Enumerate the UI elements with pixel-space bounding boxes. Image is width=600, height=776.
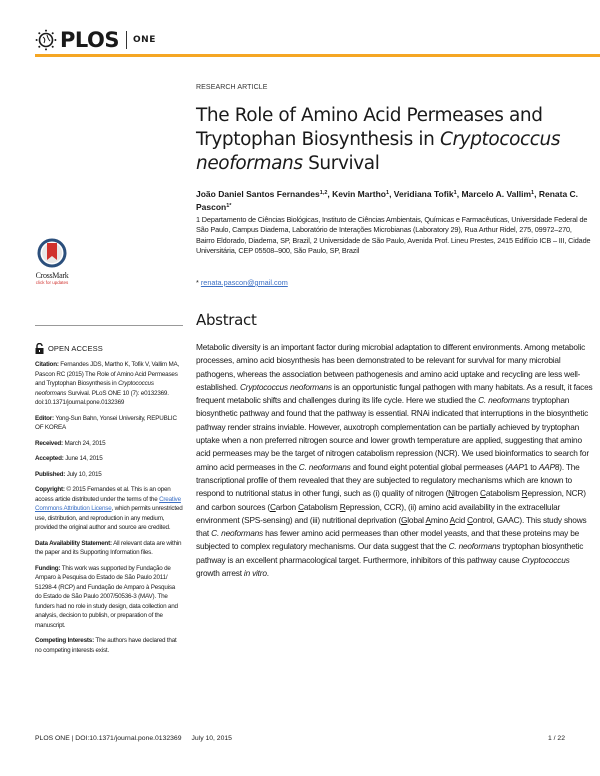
corresponding-email-link[interactable]: renata.pascon@gmail.com — [200, 278, 288, 287]
crossmark-icon — [37, 238, 67, 268]
corresponding-mark: * — [196, 278, 199, 287]
crossmark-label: CrossMark — [35, 271, 69, 280]
author[interactable]: Renata C. Pascon$^{1*}$ — [196, 189, 579, 212]
published-date: Published: July 10, 2015 — [35, 470, 102, 478]
author-list: João Daniel Santos Fernandes$^{1,2}$, Kevin Martho$^1$, Veridiana Tofik$^1$, Marcelo A. Vallim$^1$, Renata C. Pascon$^{1*}$ — [196, 189, 579, 212]
editor-block: Editor: Yong-Sun Bahn, Yonsei University, REPUBLIC OF KOREA — [35, 414, 177, 431]
cc-license-link[interactable]: Creative Commons Attribution License — [35, 495, 181, 512]
author[interactable]: Marcelo A. Vallim$^1$ — [461, 189, 535, 199]
open-access-label: OPEN ACCESS — [48, 343, 103, 353]
open-access-badge — [35, 343, 183, 354]
logo-divider — [126, 31, 127, 49]
funding-block: Funding: This work was supported by Fundação de Amparo à Pesquisa do Estado de São Paulo 2011/ 51298-4 (RCP) and Fundação de Amparo à Pesquisa do Estado de São Paulo 2007/50536-3 (MAV). The funders had no role in study design, data collection and analysis, decision to publish, or preparation of the manuscript. — [35, 564, 178, 629]
accepted-date: Accepted: June 14, 2015 — [35, 455, 103, 462]
page-number: 1 / 22 — [547, 735, 565, 742]
affiliations: 1 Departamento de Ciências Biológicas, Instituto de Ciências Ambientais, Químicas e Farmacêuticas, Universidade Federal de São Paulo, Campus Diadema, Laboratório de Interações Microbianas (Laboratory 29), Rua Arthur Ridel, 275, 09972–270, Bairro Eldorado, Diadema, SP, Brazil, 2 Universidade de São Paulo, Avenida Prof. Lineu Prestes, 2415 Edifício ICB – III, Cidade Universitária, CEP 05508–900, São Paulo, SP, Brazil — [196, 215, 591, 256]
footer-doi: PLOS ONE | DOI:10.1371/journal.pone.0132369 — [35, 735, 182, 742]
crossmark-badge[interactable] — [30, 238, 74, 285]
abstract-body: Metabolic diversity is an important factor during microbial adaptation to different environments. Among metabolic processes, amino acid biosynthesis has been demonstrated to be relevant for survival for many microbial pathogens, whereas the association between pathogenesis and amino acid uptake and recycling are less well-established. Cryptococcus neoformans is an opportunistic fungal pathogen with many habitats. As a result, it faces frequent metabolic shifts and challenges during its life cycle. Here we studied the C. neoformans tryptophan biosynthetic pathway and found that the pathway is essential. RNAi indicated that interruptions in the biosynthetic pathway render strains inviable. However, auxotroph complementation can be partially achieved by tryptophan uptake when a non preferred nitrogen source and lower growth temperature are applied, suggesting that amino acid permeases may be the target of nitrogen catabolism repression (NCR). We used bioinformatics to search for amino acid permeases in the C. neoformans and found eight potential global permeases (AAP1 to AAP8). The transcriptional profile of them revealed that they are subjected to regulatory mechanisms which are known to respond to nutritional status in other fungi, such as (i) quality of nitrogen (Nitrogen Catabolism Repression, NCR) and carbon sources (Carbon Catabolism Repression, CCR), (ii) amino acid availability in the extracellular environment (SPS-sensing) and (iii) nutritional deprivation (Global Amino Acid Control, GAAC). This study shows that C. neoformans has fewer amino acid permeases than other model yeasts, and that these proteins may be subjected to complex regulatory mechanisms. Our data suggest that the C. neoformans tryptophan biosynthetic pathway is an excellent pharmacological target. Furthermore, inhibitors of this pathway cause Cryptococcus growth arrest in vitro. — [196, 342, 593, 579]
footer-citation — [35, 735, 232, 742]
data-availability-block: Data Availability Statement: All relevant data are within the paper and its Supporting Information files. — [35, 539, 182, 556]
sidebar-divider — [35, 325, 183, 326]
article-metadata-sidebar — [35, 343, 183, 661]
author[interactable]: João Daniel Santos Fernandes$^{1,2}$ — [196, 189, 328, 199]
page-footer — [35, 735, 565, 742]
crossmark-sublabel: click for updates — [35, 280, 69, 285]
header-accent-rule — [35, 54, 600, 57]
abstract-heading: Abstract — [196, 311, 257, 329]
plos-globe-icon — [35, 29, 57, 51]
article-type: RESEARCH ARTICLE — [196, 84, 268, 91]
brand-name: PLOS — [60, 28, 120, 52]
received-date: Received: March 24, 2015 — [35, 439, 106, 447]
footer-date: July 10, 2015 — [191, 735, 232, 742]
article-title: The Role of Amino Acid Permeases and Tryptophan Biosynthesis in Cryptococcus neoformans Survival — [196, 105, 561, 174]
competing-interests-block: Competing Interests: The authors have declared that no competing interests exist. — [35, 637, 177, 654]
citation-block: Citation: Fernandes JDS, Martho K, Tofik V, Vallim MA, Pascon RC (2015) The Role of Amino Acid Permeases and Tryptophan Biosynthesis in Cryptococcus neoformans Survival. PLoS ONE 10 (7): e0132369. doi:10.1371/journal.pone.0132369 — [35, 361, 180, 406]
journal-name: ONE — [133, 35, 156, 45]
author[interactable]: Veridiana Tofik$^1$ — [393, 189, 457, 199]
copyright-block: Copyright: © 2015 Fernandes et al. This is an open access article distributed under the terms of the Creative Commons Attribution License, which permits unrestricted use, distribution, and reproduction in any medium, provided the original author and source are credited. — [35, 486, 183, 531]
plos-one-logo[interactable] — [35, 28, 156, 52]
author[interactable]: Kevin Martho$^1$ — [332, 189, 390, 199]
corresponding-email-row — [196, 278, 288, 287]
unlocked-padlock-icon — [35, 343, 44, 354]
